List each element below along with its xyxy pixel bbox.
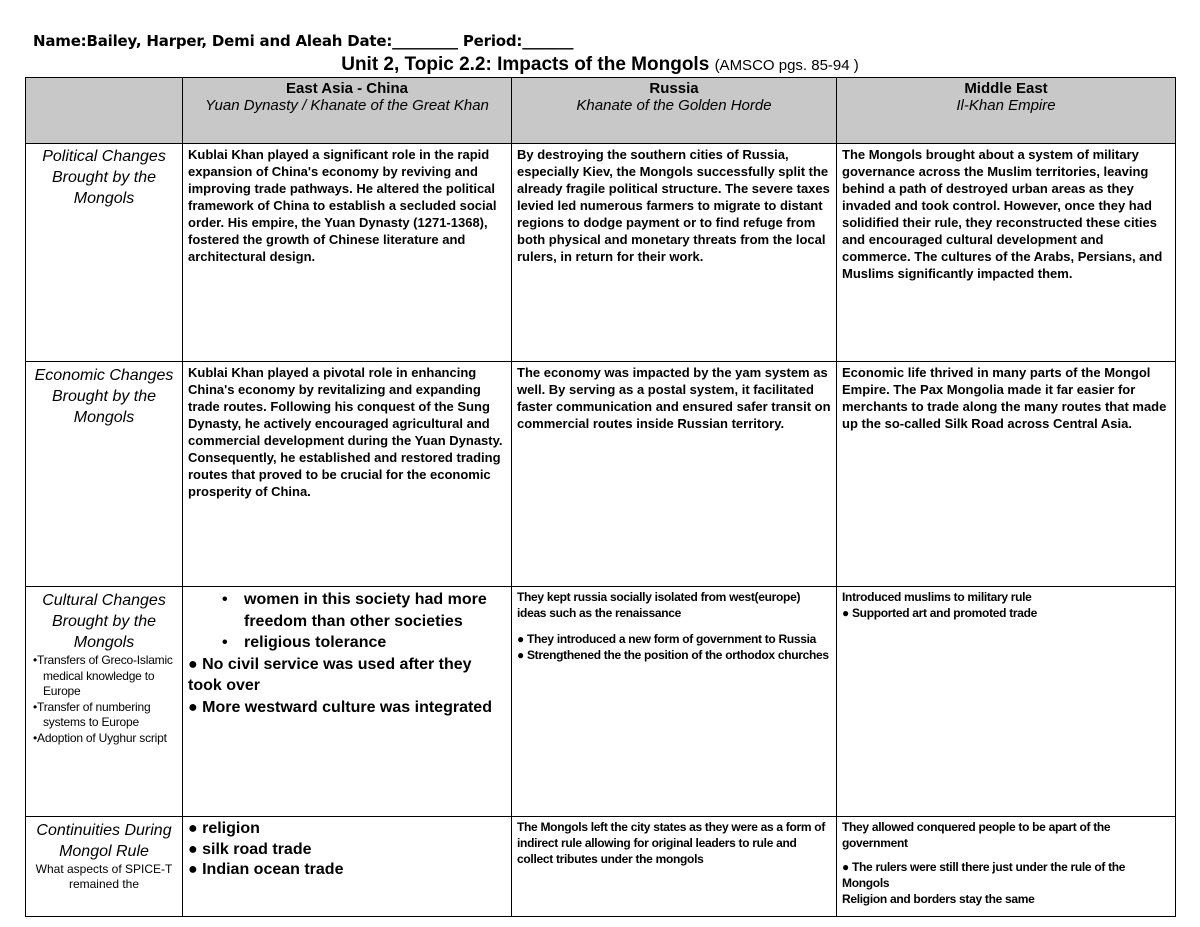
cultural-label-text: Cultural Changes Brought by the Mongols: [42, 592, 166, 651]
continuities-russia-cell: The Mongols left the city states as they were as a form of indirect rule allowing for original leaders to rule and collect tributes under the mongols: [512, 817, 837, 917]
continuities-row-label: [26, 817, 183, 917]
header-russia: [512, 78, 837, 144]
header-china: [183, 78, 512, 144]
text-line: Religion and borders stay the same: [842, 892, 1035, 906]
cultural-middle-east-cell: [837, 587, 1176, 817]
economic-row: [26, 362, 1176, 587]
header-blank-cell: [26, 78, 183, 144]
list-item: • religious tolerance: [188, 632, 506, 654]
economic-russia-cell: The economy was impacted by the yam system as well. By serving as a postal system, it facilitated faster communication and ensured safer transit on commercial routes inside Russian territory.: [512, 362, 837, 587]
text-line: Economic life thrived in many parts of the Mongol: [842, 365, 1151, 380]
text-line: merchants to trade along the many routes that made: [842, 399, 1167, 414]
cultural-russia-cell: [512, 587, 837, 817]
list-item: ● religion: [188, 820, 260, 837]
list-item: ● silk road trade: [188, 840, 312, 858]
name-date-period-line: Name:Bailey, Harper, Demi and Aleah Date:_________ Period:_______: [33, 32, 574, 50]
continuities-middle-east-cell: [837, 817, 1176, 917]
list-item: ● The rulers were still there just under the rule of the Mongols: [842, 860, 1126, 890]
header-middle-east: [837, 78, 1176, 144]
economic-middle-east-cell: [837, 362, 1176, 587]
text-line: Introduced muslims to military rule: [842, 590, 1032, 604]
continuities-china-cell: [183, 817, 512, 917]
cultural-china-cell: [183, 587, 512, 817]
economic-china-cell: Kublai Khan played a pivotal role in enhancing China's economy by revitalizing and expanding trade routes. Following his conquest of the Sung Dynasty, he actively encouraged agricultural and commercial development during the Yuan Dynasty. Consequently, he established and restored trading routes that proved to be crucial for the economic prosperity of China.: [183, 362, 512, 587]
table-header-row: [26, 78, 1176, 144]
title-main: Unit 2, Topic 2.2: Impacts of the Mongols: [341, 54, 710, 75]
cultural-row: [26, 587, 1176, 817]
list-item: ● Indian ocean trade: [188, 861, 344, 878]
list-item: • Transfers of Greco-Islamic medical knowledge to Europe: [31, 653, 177, 700]
title-pages: (AMSCO pgs. 85-94 ): [714, 57, 859, 74]
spacer: [517, 621, 831, 631]
political-russia-cell: By destroying the southern cities of Russia, especially Kiev, the Mongols successfully split the already fragile political structure. The severe taxes levied led numerous farmers to migrate to distant regions to dodge payment or to find refuge from both physical and monetary threats from the local rulers, in return for their work.: [512, 144, 837, 362]
spacer: [842, 851, 1170, 859]
text-line: Empire. The Pax Mongolia made it far easier for: [842, 382, 1136, 397]
list-item: • Adoption of Uyghur script: [31, 731, 177, 747]
list-item: ● No civil service was used after they took over: [188, 655, 472, 694]
continuities-label-text: Continuities During Mongol Rule: [36, 822, 172, 860]
continuities-note: What aspects of SPICE-T remained the: [35, 862, 173, 891]
economic-row-label: Economic Changes Brought by the Mongols: [26, 362, 183, 587]
column-dynasty: Il-Khan Empire: [956, 97, 1056, 114]
political-row: [26, 144, 1176, 362]
cultural-label-bullets: [31, 653, 177, 746]
mongol-impacts-table: [25, 77, 1176, 917]
column-region: East Asia - China: [286, 80, 408, 97]
list-item: ● They introduced a new form of government to Russia: [517, 632, 817, 646]
list-item: ● Strengthened the the position of the orthodox churches: [517, 648, 829, 662]
column-dynasty: Khanate of the Golden Horde: [576, 97, 772, 114]
cultural-row-label: [26, 587, 183, 817]
text-line: They allowed conquered people to be apart of the government: [842, 820, 1111, 850]
political-china-cell: Kublai Khan played a significant role in the rapid expansion of China's economy by reviving and improving trade pathways. He altered the political framework of China to establish a secluded social order. His empire, the Yuan Dynasty (1271-1368), fostered the growth of Chinese literature and architectural design.: [183, 144, 512, 362]
list-item: ● More westward culture was integrated: [188, 698, 492, 716]
list-item: • women in this society had more freedom than other societies: [188, 589, 506, 632]
text-line: up the so-called Silk Road across Central Asia.: [842, 416, 1132, 431]
list-item: ● Supported art and promoted trade: [842, 606, 1038, 620]
list-item: • Transfer of numbering systems to Europe: [31, 700, 177, 731]
column-region: Middle East: [964, 80, 1048, 97]
column-dynasty: Yuan Dynasty / Khanate of the Great Khan: [205, 97, 489, 114]
political-row-label: Political Changes Brought by the Mongols: [26, 144, 183, 362]
text-line: They kept russia socially isolated from west(europe) ideas such as the renaissance: [517, 590, 801, 620]
page-title: [0, 54, 1200, 76]
continuities-row: [26, 817, 1176, 917]
column-region: Russia: [649, 80, 699, 97]
political-middle-east-cell: The Mongols brought about a system of military governance across the Muslim territories, leaving behind a path of destroyed urban areas as they invaded and took control. However, once they had solidified their rule, they reconstructed these cities and encouraged cultural development and commerce. The cultures of the Arabs, Persians, and Muslims significantly impacted them.: [837, 144, 1176, 362]
